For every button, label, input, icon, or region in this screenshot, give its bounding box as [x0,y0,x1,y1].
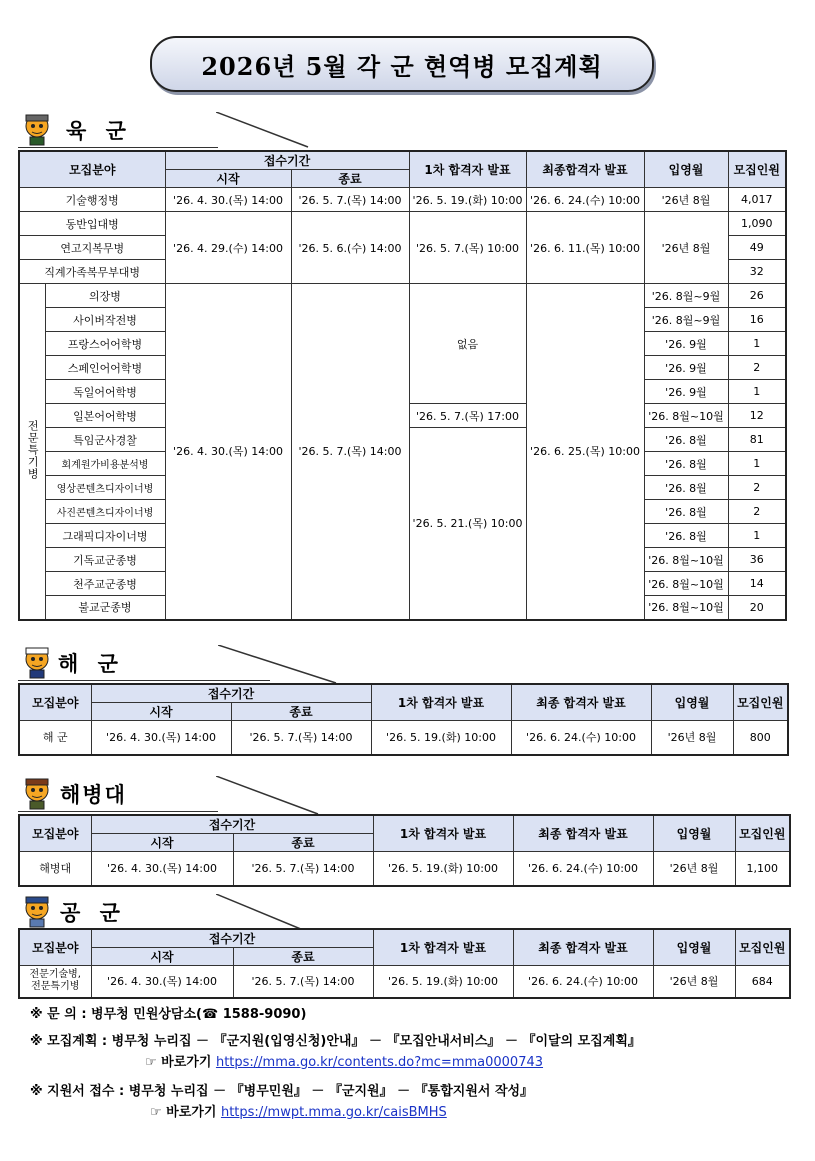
note-apply-link-prefix: ☞ 바로가기 [150,1105,217,1120]
table-row [19,284,786,308]
count-cell: 81 [728,428,786,452]
count-cell: 4,017 [728,188,786,212]
end-cell: '26. 5. 7.(목) 14:00 [233,852,373,886]
table-row [19,966,790,998]
start-cell: '26. 4. 29.(수) 14:00 [165,212,291,284]
header-start: 시작 [91,834,233,852]
enlist-cell: '26. 9월 [644,332,728,356]
start-cell: '26. 4. 30.(목) 14:00 [165,188,291,212]
table-row [19,212,786,236]
tiger-mascot-icon [20,112,54,146]
header-first: 1차 합격자 발표 [373,929,513,966]
header-field: 모집분야 [19,684,91,721]
field-cell: 프랑스어어학병 [45,332,165,356]
navy-section-header [18,645,308,681]
count-cell: 49 [728,236,786,260]
note-inquiry: ※ 문 의 : 병무청 민원상담소(☎ 1588-9090) [30,1007,307,1022]
field-cell: 동반입대병 [19,212,165,236]
header-final: 최종합격자 발표 [526,151,644,188]
group-label-cell [19,284,45,620]
enlist-cell: '26. 9월 [644,356,728,380]
header-field: 모집분야 [19,815,91,852]
plan-link[interactable]: https://mma.go.kr/contents.do?mc=mma0000743 [215,1055,544,1070]
end-cell: '26. 5. 7.(목) 14:00 [291,188,409,212]
count-cell: 1 [728,452,786,476]
count-cell: 1 [728,332,786,356]
field-cell: 의장병 [45,284,165,308]
note-apply-link-row [30,1102,641,1123]
table-row [19,188,786,212]
tiger-mascot-icon [20,776,54,810]
enlist-cell: '26년 8월 [653,852,735,886]
field-cell: 일본어어학병 [45,404,165,428]
header-count: 모집인원 [728,151,786,188]
group-label: 전문특기병 [26,419,40,480]
header-field: 모집분야 [19,929,91,966]
count-cell: 14 [728,572,786,596]
header-first: 1차 합격자 발표 [409,151,526,188]
airforce-section-title: 공 군 [60,900,126,925]
final-cell: '26. 6. 24.(수) 10:00 [513,966,653,998]
enlist-cell: '26. 8월~10월 [644,572,728,596]
section-tab-slant [218,645,338,685]
note-apply: ※ 지원서 접수 : 병무청 누리집 － 『병무민원』 － 『군지원』 － 『통합지원서 작성』 [30,1084,534,1099]
header-first: 1차 합격자 발표 [371,684,511,721]
enlist-cell: '26. 8월~9월 [644,308,728,332]
section-tab-slant [216,776,321,816]
enlist-cell: '26년 8월 [653,966,735,998]
header-start: 시작 [91,948,233,966]
end-cell: '26. 5. 7.(목) 14:00 [231,721,371,755]
enlist-cell: '26. 8월~9월 [644,284,728,308]
marines-table [18,814,791,887]
enlist-cell: '26. 8월 [644,524,728,548]
header-first: 1차 합격자 발표 [373,815,513,852]
note-plan: ※ 모집계획 : 병무청 누리집 － 『군지원(입영신청)안내』 － 『모집안내서비스』 － 『이달의 모집계획』 [30,1034,641,1049]
final-cell: '26. 6. 11.(목) 10:00 [526,212,644,284]
field-cell: 스페인어어학병 [45,356,165,380]
enlist-cell: '26. 8월 [644,452,728,476]
count-cell: 2 [728,476,786,500]
count-cell: 1 [728,380,786,404]
field-line-2: 전문특기병 [31,981,80,993]
airforce-table [18,928,791,999]
end-cell: '26. 5. 7.(목) 14:00 [233,966,373,998]
navy-section-title: 해 군 [58,651,124,676]
section-underline [18,811,218,812]
count-cell: 684 [735,966,790,998]
section-tab-slant [216,112,311,148]
airforce-section-header [18,894,308,930]
field-cell: 천주교군종병 [45,572,165,596]
count-cell: 12 [728,404,786,428]
field-cell: 사이버작전병 [45,308,165,332]
tiger-mascot-icon [20,645,54,679]
field-cell: 해병대 [19,852,91,886]
field-line-1: 전문기술병, [29,969,81,981]
header-start: 시작 [91,703,231,721]
army-section-title: 육 군 [66,118,132,143]
first-cell: '26. 5. 19.(화) 10:00 [371,721,511,755]
enlist-cell: '26년 8월 [644,188,728,212]
header-count: 모집인원 [733,684,788,721]
field-cell: 연고지복무병 [19,236,165,260]
field-cell: 그래픽디자이너병 [45,524,165,548]
field-cell: 기술행정병 [19,188,165,212]
army-section-header [18,112,308,148]
count-cell: 800 [733,721,788,755]
end-cell: '26. 5. 7.(목) 14:00 [291,284,409,620]
header-period: 접수기간 [91,684,371,703]
header-count: 모집인원 [735,815,790,852]
header-period: 접수기간 [91,815,373,834]
header-final: 최종 합격자 발표 [513,815,653,852]
apply-link[interactable]: https://mwpt.mma.go.kr/caisBMHS [220,1105,447,1120]
header-end: 종료 [231,703,371,721]
note-plan-link-row [30,1052,641,1073]
table-row [19,721,788,755]
final-cell: '26. 6. 24.(수) 10:00 [511,721,651,755]
enlist-cell: '26. 8월~10월 [644,404,728,428]
note-plan-link-prefix: ☞ 바로가기 [145,1055,212,1070]
enlist-cell: '26. 9월 [644,380,728,404]
page-title: 2026년 5월 각 군 현역병 모집계획 [150,36,654,92]
enlist-cell: '26. 8월 [644,500,728,524]
field-cell: 독일어어학병 [45,380,165,404]
header-start: 시작 [165,170,291,188]
field-cell: 기독교군종병 [45,548,165,572]
end-cell: '26. 5. 6.(수) 14:00 [291,212,409,284]
marines-section-title: 해병대 [60,782,127,807]
header-final: 최종 합격자 발표 [513,929,653,966]
start-cell: '26. 4. 30.(목) 14:00 [91,966,233,998]
start-cell: '26. 4. 30.(목) 14:00 [91,852,233,886]
start-cell: '26. 4. 30.(목) 14:00 [91,721,231,755]
field-cell [19,966,91,998]
first-cell: '26. 5. 7.(목) 17:00 [409,404,526,428]
header-period: 접수기간 [91,929,373,948]
field-cell: 해 군 [19,721,91,755]
count-cell: 2 [728,356,786,380]
header-period: 접수기간 [165,151,409,170]
count-cell: 1 [728,524,786,548]
enlist-cell: '26. 8월 [644,476,728,500]
count-cell: 1,090 [728,212,786,236]
count-cell: 2 [728,500,786,524]
header-field: 모집분야 [19,151,165,188]
first-cell: '26. 5. 19.(화) 10:00 [409,188,526,212]
field-cell: 특임군사경찰 [45,428,165,452]
field-cell: 사진콘텐츠디자이너병 [45,500,165,524]
count-cell: 20 [728,596,786,620]
final-cell: '26. 6. 25.(목) 10:00 [526,284,644,620]
field-cell: 회계원가비용분석병 [45,452,165,476]
header-final: 최종 합격자 발표 [511,684,651,721]
first-cell: 없음 [409,284,526,404]
header-enlist: 입영월 [651,684,733,721]
section-underline [18,147,218,148]
first-cell: '26. 5. 19.(화) 10:00 [373,966,513,998]
enlist-cell: '26. 8월 [644,428,728,452]
count-cell: 26 [728,284,786,308]
header-count: 모집인원 [735,929,790,966]
enlist-cell: '26. 8월~10월 [644,548,728,572]
count-cell: 32 [728,260,786,284]
table-row [19,852,790,886]
tiger-mascot-icon [20,894,54,928]
field-cell: 영상콘텐츠디자이너병 [45,476,165,500]
enlist-cell: '26년 8월 [651,721,733,755]
first-cell: '26. 5. 7.(목) 10:00 [409,212,526,284]
enlist-cell: '26. 8월~10월 [644,596,728,620]
header-enlist: 입영월 [653,929,735,966]
marines-section-header [18,776,308,812]
header-end: 종료 [233,948,373,966]
start-cell: '26. 4. 30.(목) 14:00 [165,284,291,620]
first-cell: '26. 5. 19.(화) 10:00 [373,852,513,886]
army-table [18,150,787,621]
header-enlist: 입영월 [644,151,728,188]
field-cell: 직계가족복무부대병 [19,260,165,284]
final-cell: '26. 6. 24.(수) 10:00 [526,188,644,212]
header-enlist: 입영월 [653,815,735,852]
final-cell: '26. 6. 24.(수) 10:00 [513,852,653,886]
header-end: 종료 [233,834,373,852]
count-cell: 16 [728,308,786,332]
first-cell: '26. 5. 21.(목) 10:00 [409,428,526,620]
header-end: 종료 [291,170,409,188]
count-cell: 36 [728,548,786,572]
count-cell: 1,100 [735,852,790,886]
field-cell: 불교군종병 [45,596,165,620]
notes [30,1004,641,1123]
enlist-cell: '26년 8월 [644,212,728,284]
navy-table [18,683,789,756]
